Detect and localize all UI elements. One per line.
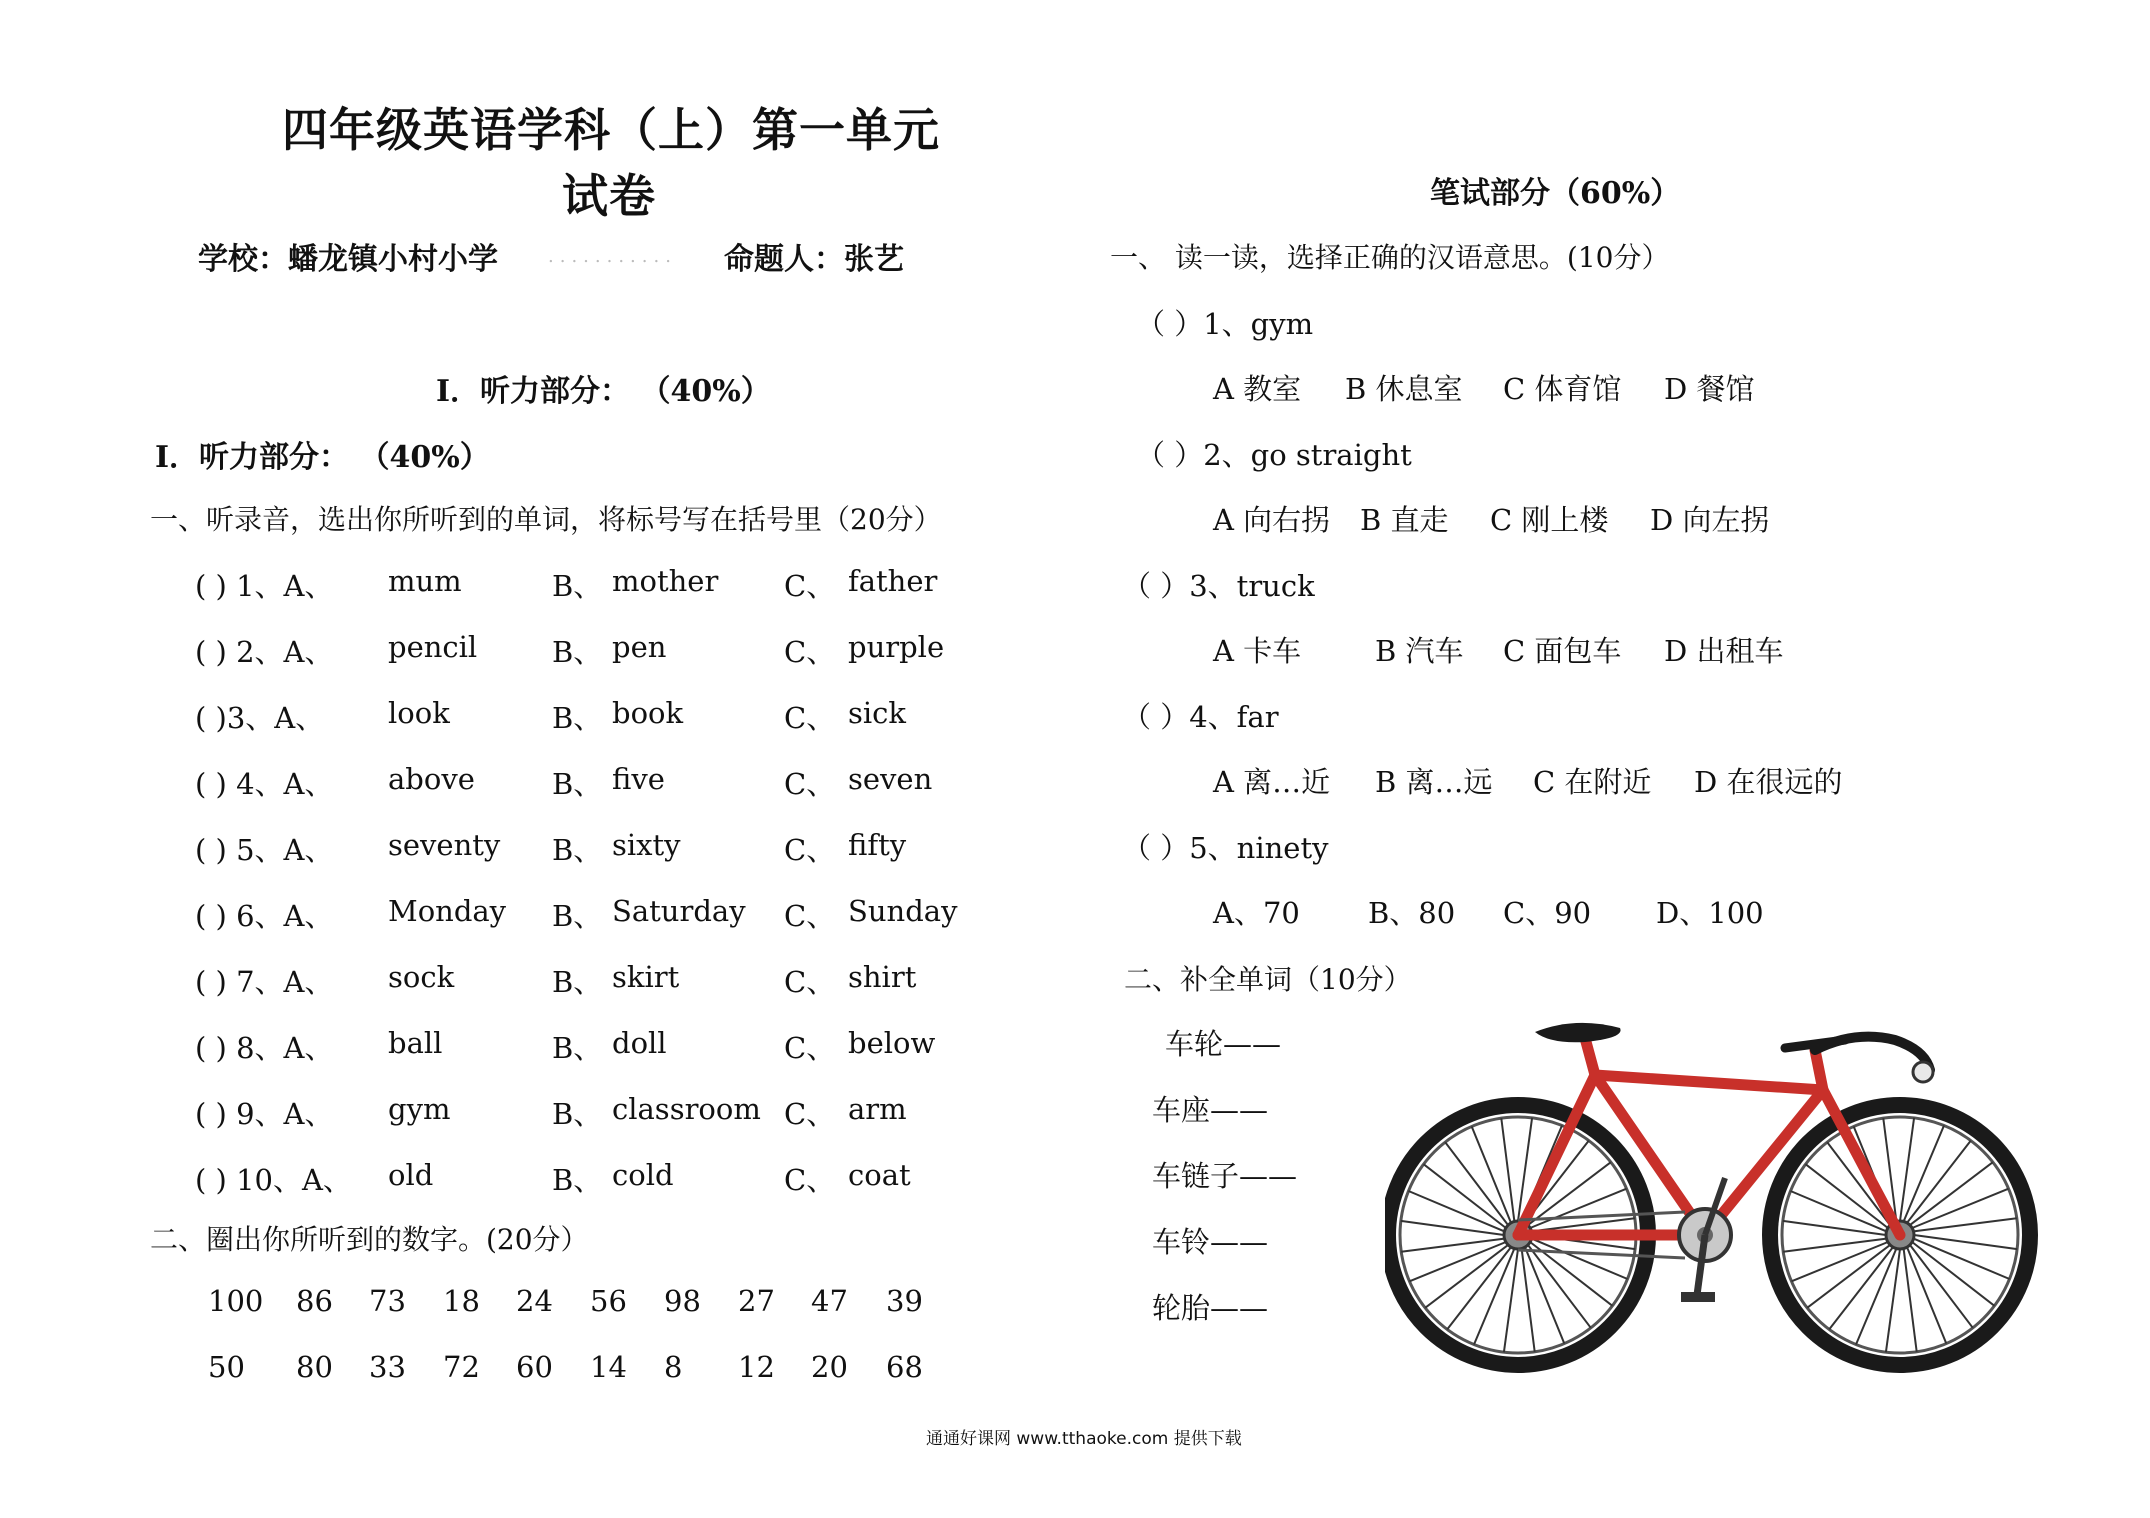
number-item: 60 <box>516 1350 553 1384</box>
wheel-spoke <box>1447 1247 1511 1329</box>
written-option: C 刚上楼 <box>1490 503 1609 537</box>
question-b-label: B、 <box>552 569 603 603</box>
page-title: 四年级英语学科（上）第一单元 <box>282 103 940 157</box>
question-row <box>0 1092 1050 1132</box>
bike-frame <box>1518 1038 1900 1235</box>
written-heading: 笔试部分（60%） <box>1430 176 1681 211</box>
question-c: father <box>848 564 938 598</box>
question-a: sock <box>388 960 455 994</box>
number-item: 98 <box>664 1284 701 1318</box>
wheel-spoke <box>1425 1245 1508 1308</box>
wheel-spoke <box>1829 1247 1893 1329</box>
question-b: classroom <box>612 1092 761 1126</box>
wheel-spoke <box>1856 1249 1896 1345</box>
bike-bell <box>1913 1062 1933 1082</box>
wheel-spoke <box>1912 1242 1994 1306</box>
bike-seat <box>1535 1023 1621 1042</box>
number-item: 18 <box>443 1284 480 1318</box>
number-item: 100 <box>208 1284 264 1318</box>
wheel-spoke <box>1807 1245 1890 1308</box>
question-num: ( ) 2、A、 <box>195 635 334 669</box>
written-question-stem: （ ）1、gym <box>1136 307 1314 341</box>
wheel-spoke <box>1474 1249 1514 1345</box>
written-option: C、90 <box>1503 896 1592 930</box>
bicycle-icon <box>1385 1010 2050 1410</box>
wheel-spoke <box>1907 1141 1971 1223</box>
question-c: sick <box>848 696 906 730</box>
written-option: A 向右拐 <box>1213 503 1331 537</box>
written-option: A 卡车 <box>1213 634 1302 668</box>
written-section1-title: 一、 读一读，选择正确的汉语意思。(10分） <box>1110 241 1670 274</box>
question-c: shirt <box>848 960 917 994</box>
number-item: 47 <box>811 1284 848 1318</box>
question-b: mother <box>612 564 719 598</box>
question-b-label: B、 <box>552 767 603 801</box>
question-a: old <box>388 1158 434 1192</box>
number-item: 8 <box>664 1350 683 1384</box>
wheel-spoke <box>1904 1126 1944 1222</box>
number-item: 14 <box>590 1350 627 1384</box>
question-c: coat <box>848 1158 911 1192</box>
number-item: 73 <box>369 1284 406 1318</box>
number-item: 33 <box>369 1350 406 1384</box>
question-c-label: C、 <box>784 833 836 867</box>
question-b-label: B、 <box>552 1163 603 1197</box>
listening-heading-center: Ⅰ．听力部分： （40%） <box>436 374 771 409</box>
wheel-spoke <box>1791 1191 1887 1231</box>
question-row <box>0 630 1050 670</box>
question-a: pencil <box>388 630 478 664</box>
question-c-label: C、 <box>784 635 836 669</box>
question-row <box>0 696 1050 736</box>
question-c-label: C、 <box>784 569 836 603</box>
written-option: D、100 <box>1656 896 1764 930</box>
written-option: B、80 <box>1368 896 1456 930</box>
written-option: C 在附近 <box>1533 765 1652 799</box>
wheel-spoke <box>1445 1142 1508 1225</box>
written-option: A 离…近 <box>1213 765 1331 799</box>
question-a: Monday <box>388 894 507 928</box>
written-option: A 教室 <box>1213 372 1302 406</box>
question-b-label: B、 <box>552 833 603 867</box>
written-option: B 直走 <box>1360 503 1449 537</box>
question-row <box>0 828 1050 868</box>
wheel-spoke <box>1424 1164 1506 1228</box>
number-item: 24 <box>516 1284 553 1318</box>
written-option: A、70 <box>1213 896 1300 930</box>
number-item: 50 <box>208 1350 245 1384</box>
wheel-spoke <box>1886 1249 1900 1352</box>
question-b: doll <box>612 1026 667 1060</box>
bike-part-item: 车链子—— <box>1152 1159 1298 1193</box>
bike-part-item: 车铃—— <box>1152 1225 1269 1259</box>
written-question-stem: （ ）5、ninety <box>1122 831 1329 865</box>
question-b: pen <box>612 630 667 664</box>
question-c: purple <box>848 630 945 664</box>
question-a: above <box>388 762 475 796</box>
question-b-label: B、 <box>552 1097 603 1131</box>
question-num: ( ) 10、A、 <box>195 1163 352 1197</box>
wheel-spoke <box>1504 1249 1518 1352</box>
written-option: C 体育馆 <box>1503 372 1622 406</box>
question-num: ( ) 6、A、 <box>195 899 334 933</box>
author-label: 命题人：张艺 <box>724 242 904 277</box>
question-b-label: B、 <box>552 1031 603 1065</box>
question-b: five <box>612 762 665 796</box>
question-c: Sunday <box>848 894 958 928</box>
question-b: sixty <box>612 828 681 862</box>
question-c: below <box>848 1026 936 1060</box>
question-b-label: B、 <box>552 701 603 735</box>
question-a: gym <box>388 1092 451 1126</box>
question-num: ( ) 8、A、 <box>195 1031 334 1065</box>
written-option: B 离…远 <box>1375 765 1493 799</box>
question-b: cold <box>612 1158 674 1192</box>
question-num: ( ) 4、A、 <box>195 767 334 801</box>
school-label: 学校：蟠龙镇小村小学 <box>198 242 498 277</box>
question-c: fifty <box>848 828 907 862</box>
written-option: D 出租车 <box>1664 634 1784 668</box>
written-option: B 汽车 <box>1375 634 1464 668</box>
written-section2-title: 二、补全单词（10分） <box>1124 963 1412 996</box>
written-question-stem: （ ）3、truck <box>1122 569 1315 603</box>
number-item: 12 <box>738 1350 775 1384</box>
page-subtitle: 试卷 <box>562 169 656 223</box>
question-b-label: B、 <box>552 965 603 999</box>
dotted-leader: ........... <box>548 246 677 267</box>
bike-part-item: 车座—— <box>1152 1093 1269 1127</box>
question-c-label: C、 <box>784 965 836 999</box>
wheel-spoke <box>1532 1239 1628 1279</box>
question-num: ( ) 9、A、 <box>195 1097 334 1131</box>
question-a: ball <box>388 1026 443 1060</box>
number-item: 80 <box>296 1350 333 1384</box>
wheel-spoke <box>1914 1239 2010 1279</box>
listening-heading: Ⅰ．听力部分： （40%） <box>155 440 490 475</box>
written-option: D 向左拐 <box>1650 503 1770 537</box>
question-b: book <box>612 696 684 730</box>
question-num: ( ) 1、A、 <box>195 569 334 603</box>
question-num: ( ) 5、A、 <box>195 833 334 867</box>
number-row-1 <box>0 1284 1000 1324</box>
listening-section2-title: 二、圈出你所听到的数字。(20分） <box>150 1223 589 1256</box>
number-item: 39 <box>886 1284 923 1318</box>
question-row <box>0 564 1050 604</box>
question-b-label: B、 <box>552 899 603 933</box>
question-c-label: C、 <box>784 1097 836 1131</box>
wheel-spoke <box>1528 1245 1591 1328</box>
bike-part-item: 车轮—— <box>1165 1027 1282 1061</box>
bike-part-item: 轮胎—— <box>1152 1291 1269 1325</box>
number-item: 20 <box>811 1350 848 1384</box>
wheel-spoke <box>1900 1118 1914 1221</box>
question-c-label: C、 <box>784 1031 836 1065</box>
question-a: look <box>388 696 450 730</box>
footer-text: 通通好课网 www.tthaoke.com 提供下载 <box>926 1429 1242 1449</box>
wheel-spoke <box>1914 1235 2017 1249</box>
question-b-label: B、 <box>552 635 603 669</box>
question-b: Saturday <box>612 894 746 928</box>
written-option: B 休息室 <box>1345 372 1463 406</box>
wheel-spoke <box>1401 1221 1504 1235</box>
question-row <box>0 762 1050 802</box>
question-a: seventy <box>388 828 501 862</box>
number-item: 68 <box>886 1350 923 1384</box>
question-c-label: C、 <box>784 899 836 933</box>
question-row <box>0 894 1050 934</box>
question-c: arm <box>848 1092 907 1126</box>
question-b: skirt <box>612 960 680 994</box>
wheel-spoke <box>1409 1191 1505 1231</box>
question-c-label: C、 <box>784 767 836 801</box>
number-item: 56 <box>590 1284 627 1318</box>
question-c-label: C、 <box>784 1163 836 1197</box>
number-item: 27 <box>738 1284 775 1318</box>
question-row <box>0 960 1050 1000</box>
written-question-stem: （ ）4、far <box>1122 700 1279 734</box>
question-c-label: C、 <box>784 701 836 735</box>
question-num: ( ) 7、A、 <box>195 965 334 999</box>
wheel-spoke <box>1910 1162 1993 1225</box>
wheel-spoke <box>1783 1221 1886 1235</box>
question-a: mum <box>388 564 462 598</box>
question-c: seven <box>848 762 933 796</box>
written-option: D 在很远的 <box>1694 765 1843 799</box>
written-option: C 面包车 <box>1503 634 1622 668</box>
wheel-spoke <box>1910 1245 1973 1328</box>
question-num: ( )3、A、 <box>195 701 325 735</box>
number-row-2 <box>0 1350 1000 1390</box>
written-option: D 餐馆 <box>1664 372 1755 406</box>
number-item: 72 <box>443 1350 480 1384</box>
number-item: 86 <box>296 1284 333 1318</box>
written-question-stem: （ ）2、go straight <box>1136 438 1412 472</box>
question-row <box>0 1158 1050 1198</box>
question-row <box>0 1026 1050 1066</box>
listening-section1-title: 一、听录音，选出你所听到的单词，将标号写在括号里（20分） <box>150 503 942 536</box>
